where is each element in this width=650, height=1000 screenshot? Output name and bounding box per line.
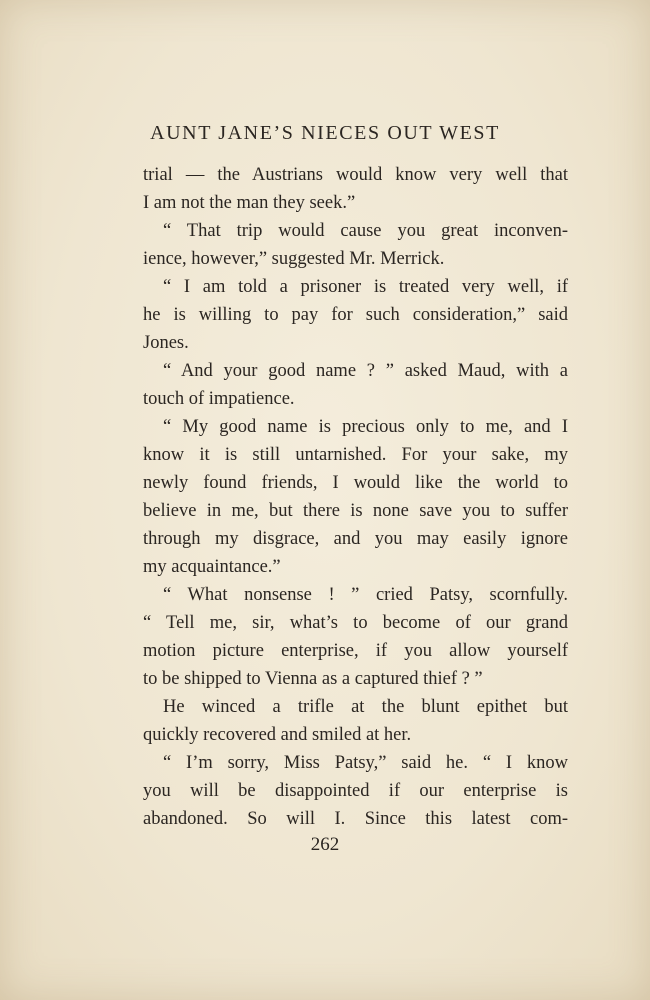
text-line: “ I’m sorry, Miss Patsy,” said he. “ I know (163, 753, 568, 773)
text-line: abandoned. So will I. Since this latest com- (143, 809, 568, 829)
text-line: “ What nonsense ! ” cried Patsy, scornfully. (163, 585, 568, 605)
text-line: “ I am told a prisoner is treated very well, if (163, 277, 568, 297)
text-line: believe in me, but there is none save you to suffer (143, 501, 568, 521)
text-line: “ My good name is precious only to me, and I (163, 417, 568, 437)
running-head: AUNT JANE’S NIECES OUT WEST (150, 122, 500, 144)
text-line: motion picture enterprise, if you allow yourself (143, 641, 568, 661)
text-line: “ That trip would cause you great inconven- (163, 221, 568, 241)
text-line: “ Tell me, sir, what’s to become of our grand (143, 613, 568, 633)
text-line: quickly recovered and smiled at her. (143, 725, 412, 745)
text-line: newly found friends, I would like the world to (143, 473, 568, 493)
text-line: know it is still untarnished. For your sake, my (143, 445, 568, 465)
text-line: Jones. (143, 333, 189, 353)
page-number: 262 (310, 834, 340, 855)
text-line: to be shipped to Vienna as a captured thief ? ” (143, 669, 483, 689)
text-line: “ And your good name ? ” asked Maud, with a (163, 361, 568, 381)
text-line: He winced a trifle at the blunt epithet but (163, 697, 568, 717)
text-line: ience, however,” suggested Mr. Merrick. (143, 249, 445, 269)
text-line: you will be disappointed if our enterprise is (143, 781, 568, 801)
text-line: my acquaintance.” (143, 557, 281, 577)
text-line: he is willing to pay for such consideration,” said (143, 305, 568, 325)
text-line: I am not the man they seek.” (143, 193, 356, 213)
text-line: through my disgrace, and you may easily ignore (143, 529, 568, 549)
text-line: trial — the Austrians would know very well that (143, 165, 568, 185)
text-line: touch of impatience. (143, 389, 295, 409)
